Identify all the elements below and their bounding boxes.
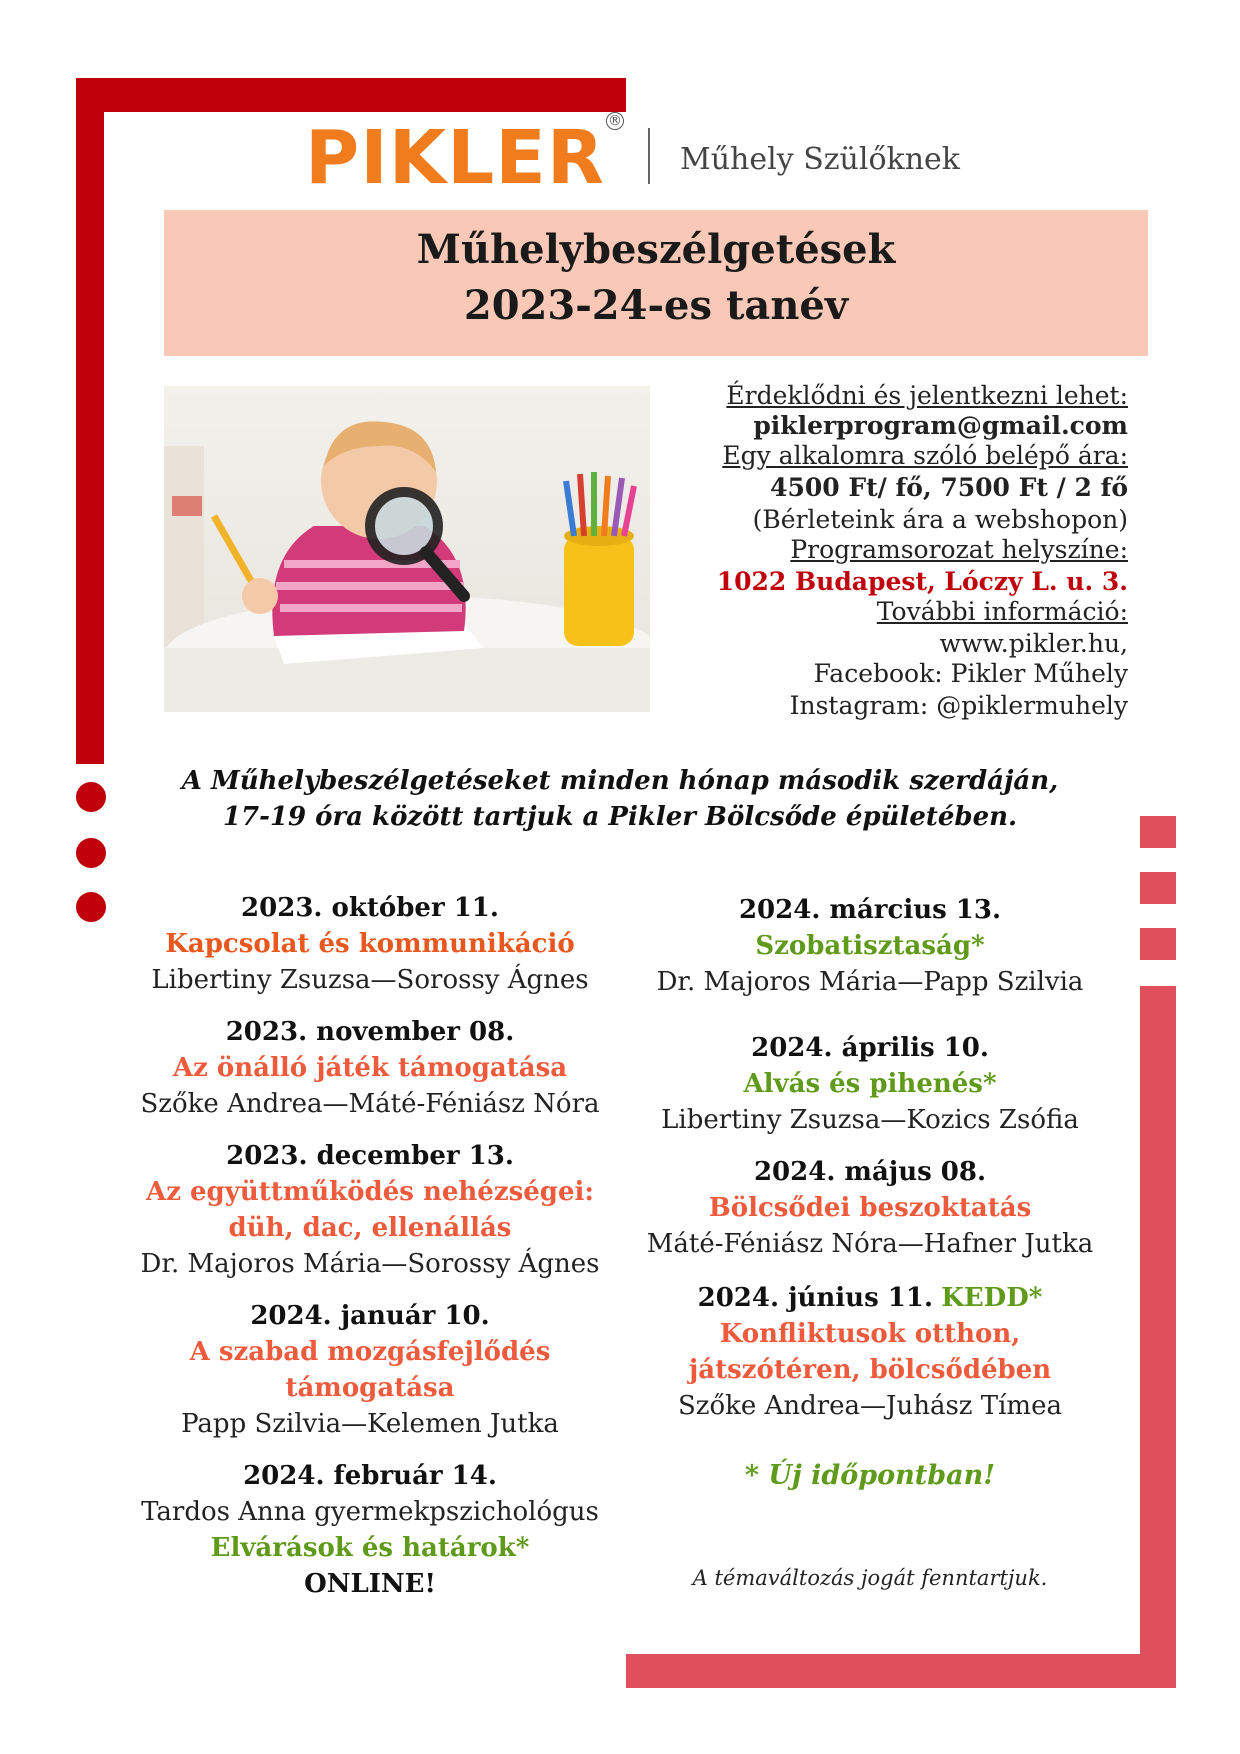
price-label: Egy alkalomra szóló belépő ára: [722,441,1128,470]
event-topic: Elvárások és határok* [210,1533,530,1563]
pass-note: (Bérleteink ára a webshopon) [752,505,1128,534]
address: 1022 Budapest, Lóczy L. u. 3. [716,567,1128,596]
square-decoration [1140,928,1176,960]
event-topic: Az önálló játék támogatása [172,1053,568,1083]
event-date: 2023. november 08. [225,1017,515,1047]
pikler-logo: PIKLER [305,115,605,201]
event-topic: Alvás és pihenés* [743,1069,997,1099]
event-date: 2023. december 13. [226,1141,514,1171]
intro-line-2: 17-19 óra között tartjuk a Pikler Bölcsőde épületében. [222,802,1018,832]
frame-bottom-bar [626,1654,1176,1688]
square-decoration [1140,816,1176,848]
facebook-link[interactable]: Facebook: Pikler Műhely [813,659,1128,688]
event-topic: Szobatisztaság* [755,931,985,961]
frame-left-bar [76,78,104,764]
event-speakers: Szőke Andrea—Máté-Féniász Nóra [140,1089,600,1119]
event-nov [120,1014,620,1122]
dot-decoration [76,838,106,868]
event-topic-line-1: Konfliktusok otthon, [719,1319,1021,1349]
website-link[interactable]: www.pikler.hu, [939,629,1128,658]
event-topic-line-2: támogatása [285,1373,455,1403]
event-speakers: Papp Szilvia—Kelemen Jutka [181,1409,559,1439]
event-speakers: Máté-Féniász Nóra—Hafner Jutka [646,1229,1094,1259]
event-topic-line-1: Az együttműködés nehézségei: [146,1177,594,1207]
intro-line-1: A Műhelybeszélgetéseket minden hónap második szerdáján, [181,766,1059,796]
dot-decoration [76,782,106,812]
contact-email[interactable]: piklerprogram@gmail.com [753,411,1128,440]
event-date: 2024. január 10. [250,1301,490,1331]
event-date: 2024. június 11. [697,1283,933,1313]
event-may [620,1154,1120,1262]
event-date: 2024. február 14. [243,1461,497,1491]
event-apr [620,1030,1120,1138]
event-feb [120,1458,620,1602]
event-topic-line-1: A szabad mozgásfejlődés [189,1337,551,1367]
registered-mark: ® [608,113,622,129]
frame-right-bar [1140,986,1176,1688]
child-with-magnifying-glass-photo [164,386,650,712]
page-subtitle: 2023-24-es tanév [463,282,849,329]
dot-decoration [76,892,106,922]
event-online-note: ONLINE! [304,1569,436,1599]
event-topic: Bölcsődei beszoktatás [708,1193,1032,1223]
new-time-note: * Új időpontban! [744,1460,996,1491]
event-oct [120,890,620,998]
square-decoration [1140,872,1176,904]
event-date: 2024. május 08. [753,1157,987,1187]
price-value: 4500 Ft/ fő, 7500 Ft / 2 fő [770,473,1128,502]
event-speakers: Szőke Andrea—Juhász Tímea [678,1391,1062,1421]
event-topic-line-2: düh, dac, ellenállás [228,1213,512,1243]
event-date: 2024. április 10. [751,1033,989,1063]
location-label: Programsorozat helyszíne: [790,535,1128,564]
event-jan [120,1298,620,1442]
event-date: 2023. október 11. [241,893,499,923]
frame-top-bar [76,78,626,112]
event-date-row [620,1280,1120,1316]
logo-tagline: Műhely Szülőknek [680,142,960,177]
event-date-note: KEDD* [941,1283,1043,1313]
event-speakers: Libertiny Zsuzsa—Kozics Zsófia [661,1105,1079,1135]
event-mar [620,892,1120,1000]
event-jun [620,1280,1120,1424]
event-speakers: Tardos Anna gyermekpszichológus [141,1497,599,1527]
page-title: Műhelybeszélgetések [416,226,896,273]
disclaimer: A témaváltozás jogát fenntartjuk. [692,1566,1048,1590]
instagram-link[interactable]: Instagram: @piklermuhely [789,691,1128,720]
event-speakers: Libertiny Zsuzsa—Sorossy Ágnes [151,965,589,995]
logo-divider [648,128,650,184]
event-dec [120,1138,620,1282]
event-speakers: Dr. Majoros Mária—Sorossy Ágnes [140,1249,600,1279]
event-topic-line-2: játszótéren, bölcsődében [688,1355,1052,1385]
event-date: 2024. március 13. [738,895,1002,925]
more-info-label: További információ: [876,597,1128,626]
contact-label: Érdeklődni és jelentkezni lehet: [726,381,1128,410]
event-topic: Kapcsolat és kommunikáció [165,929,575,959]
event-speakers: Dr. Majoros Mária—Papp Szilvia [656,967,1084,997]
